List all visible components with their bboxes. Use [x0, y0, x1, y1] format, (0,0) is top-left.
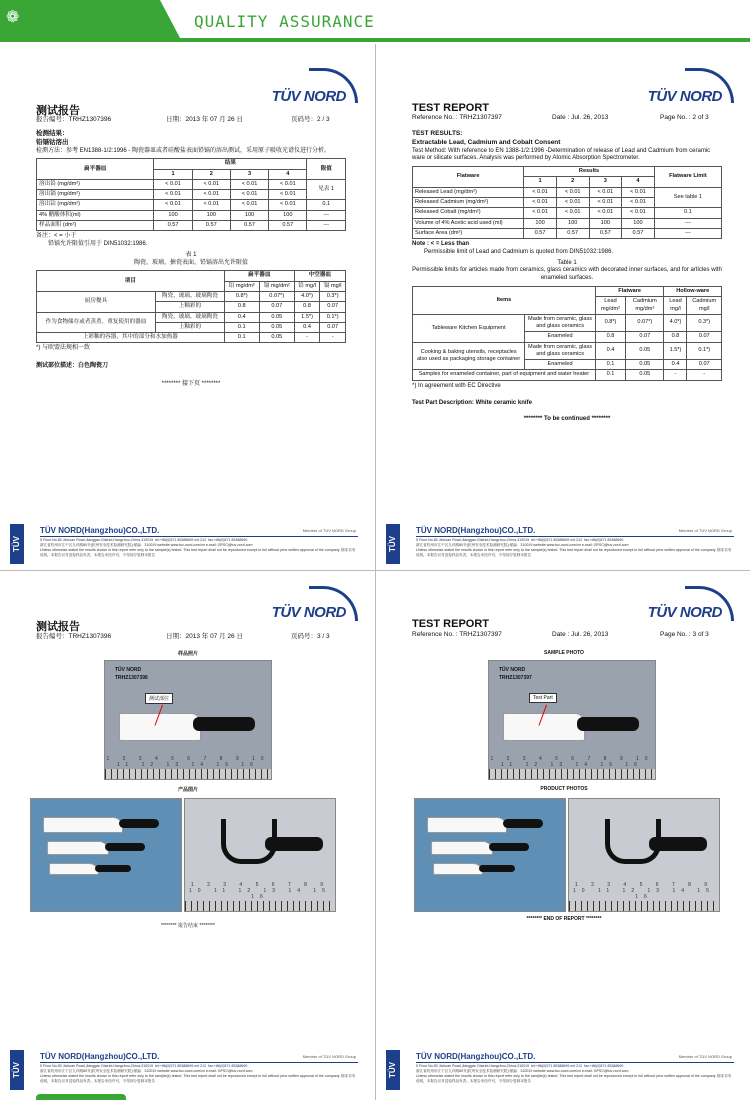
knife-handle: [193, 717, 255, 731]
footer-member: Member of TÜV NORD Group: [302, 528, 356, 533]
note-less-than: 备注：< = 小于: [36, 233, 77, 240]
col-4: 4: [622, 177, 655, 187]
footer-member: Member of TÜV NORD Group: [302, 1054, 356, 1059]
page-number: Page No. : 3 of 3: [660, 631, 709, 638]
limits-table: Items Flatware Hollow-ware Lead mg/dm² Cadmium mg/dm² Lead mg/l Cadmium mg/l Tableware Kitchen Equipment Made from ceramic, glass and glass ceramics 0.8*) 0.07*) 4.0*) 0.3*) Enameled 0.8 0.07 0.8 0.07 Cooking & baking utensils, receptacles also used as packaging storage container Made from ceramic, glass and glass ceramics 0.4 0.05 1.5*) 0.1*) Enameled 0.1 0.05 0.4 0.07 Samples for enameled container, part of equipment and water heater 0.1 0.05 - -: [412, 286, 722, 381]
continued-marker: ******** 接下页 ********: [161, 380, 221, 387]
table-row: Released Lead (mg/dm²) < 0.01 < 0.01 < 0.01 < 0.01 See table 1: [413, 187, 722, 197]
report-footer: [8, 1050, 368, 1096]
page-number: 页码号：3 / 3: [291, 633, 330, 640]
sample-photo-label: 样品照片: [177, 651, 198, 657]
page-title: 测试报告: [36, 105, 80, 117]
col-limit: 限值: [307, 159, 346, 180]
test-part-label: 测试部位: [145, 693, 173, 704]
note-limit-source: Permissible limit of Lead and Cadmium is quoted from DIN51032:1986.: [424, 248, 614, 255]
product-photo-peeler: 1 2 3 4 5 6 7 8 9 10 11 12 13 14 15 16: [568, 798, 720, 912]
product-photos-label: 产品图片: [177, 787, 198, 793]
table-row: Tableware Kitchen Equipment Made from ceramic, glass and glass ceramics 0.8*) 0.07*) 4.0*) 0.3*): [413, 314, 722, 332]
report-footer: [384, 524, 744, 570]
banner-rule: [0, 38, 750, 42]
knife-blade: [503, 713, 585, 741]
banner-title: QUALITY ASSURANCE: [194, 12, 375, 31]
banner-tab: [0, 0, 180, 38]
footer-rule: [416, 1062, 734, 1063]
reference-no: 报告编号：TRHZ1307396: [36, 633, 112, 640]
knife-handle: [577, 717, 639, 731]
col-results: Results: [524, 167, 655, 177]
footer-rule: [416, 536, 734, 537]
product-photo-knives: [414, 798, 566, 912]
results-subhead: Extractable Lead, Cadmium and Cobalt Consent: [412, 138, 561, 146]
col-limit: Flatware Limit: [654, 167, 721, 188]
note-less-than: Note : < = Less than: [412, 241, 470, 248]
footer-details: 5 Floor No.80 Jichuan Road,Jianggan District,Hangzhou,China,310019 tel:+86(0)571 85388699 ext 212 fax:+86(0)571 85388690 浙江省杭州市江干区九环路80号(杭州安全技术检测研究院) 邮编：310019 website www.tuv-nord.com/cn e-mail: GPSC@tuv-nord.com Unless otherwise stated the results shown in this report refer only to the sample(s) tested. This test report shall not be reproduced except in full without prior written approval of the company. 除非另有说明，本报告仅对送检样品负责。本报告未经许可，不得部分复制本报告: [416, 538, 732, 557]
quality-banner: [0, 0, 750, 44]
table1-subtitle: 陶瓷、玻璃、搪瓷表面、铅镉溶出允许限值: [133, 259, 248, 266]
col-4: 4: [269, 169, 307, 179]
results-table: [36, 158, 346, 231]
report-body: [412, 130, 722, 424]
sample-photo: TÜV NORD TRHZ1307396 测试部位 1 2 3 4 5 6 7 8 9 10 11 12 13 14 15 16: [104, 660, 272, 780]
table-row: 溶出铅 (mg/dm²) < 0.01 < 0.01 < 0.01 < 0.01 见表 1: [37, 179, 346, 189]
col-2: 2: [556, 177, 589, 187]
col-results: 结果: [154, 159, 307, 169]
table-row: Cooking & baking utensils, receptacles also used as packaging storage container Made from ceramic, glass and glass ceramics 0.4 0.05 1.5*) 0.1*): [413, 342, 722, 360]
end-of-report: ******** END OF REPORT ********: [526, 916, 602, 922]
tuv-logo: TÜV NORD: [271, 88, 346, 105]
footer-details: 5 Floor No.80 Jichuan Road,Jianggan District,Hangzhou,China,310019 tel:+86(0)571 85388699 ext 212 fax:+86(0)571 85388690 浙江省杭州市江干区九环路80号(杭州安全技术检测研究院) 邮编：310019 website www.tuv-nord.com/cn e-mail: GPSC@tuv-nord.com Unless otherwise stated the results shown in this report refer only to the sample(s) tested. This test report shall not be reproduced except in full without prior written approval of the company. 除非另有说明，本报告仅对送检样品负责。本报告未经许可，不得部分复制本报告: [40, 1064, 356, 1083]
table-row: Released Cadmium (mg/dm²) < 0.01 < 0.01 < 0.01 < 0.01: [413, 197, 722, 207]
col-flatware: 扁平器皿: [37, 159, 154, 180]
footer-rule: [40, 1062, 358, 1063]
flower-icon: ❁: [6, 9, 20, 26]
test-part: Test Part Description: White ceramic knife: [412, 400, 532, 407]
page-title: 测试报告: [36, 621, 80, 633]
knife-blade: [119, 713, 201, 741]
footer-company: TÜV NORD(Hangzhou)CO.,LTD.: [40, 526, 160, 535]
ruler: [185, 901, 335, 911]
report-date: 日期：2013 年 07 月 26 日: [166, 633, 243, 640]
table-row: 上彩釉的容器，其中的部分和水加热器 0.1 0.05 - -: [37, 333, 346, 343]
table-row: 上釉彩的 0.8 0.07 0.8 0.07: [37, 302, 346, 312]
footer-company: TÜV NORD(Hangzhou)CO.,LTD.: [40, 1052, 160, 1061]
table-row: 厨房餐具 陶瓷、玻璃、玻璃陶瓷 0.8*) 0.07*) 4.0*) 0.3*): [37, 291, 346, 301]
product-photo-peeler: 1 2 3 4 5 6 7 8 9 10 11 12 13 14 15 16: [184, 798, 336, 912]
reference-no: Reference No. : TRHZ1307397: [412, 114, 502, 121]
tuv-side-logo: TÜV: [386, 524, 400, 564]
table-row: Released Cobalt (mg/dm²) < 0.01 < 0.01 < 0.01 < 0.01 0.1: [413, 208, 722, 218]
test-method: Test Method: With reference to EN 1388-1/2:1996 -Determination of release of Lead and Cadmium from ceramic ware or silicate surfaces. Analysis was performed by Atomic Absorption Spectrometer.: [412, 147, 711, 162]
report-page-cn-2: [8, 50, 368, 570]
report-date: Date : Jul. 26, 2013: [552, 631, 609, 638]
page-title: TEST REPORT: [412, 618, 490, 630]
table1-subtitle: Permissible limits for articles made from ceramics, glass ceramics with decorated inner surfaces, and for articles with enameled surfaces.: [412, 267, 722, 282]
vertical-divider: [375, 44, 376, 1100]
footer-member: Member of TÜV NORD Group: [678, 1054, 732, 1059]
continued-marker: ******** To be continued ********: [523, 416, 611, 423]
table-row: 上釉彩的 0.1 0.05 0.4 0.07: [37, 322, 346, 332]
col-2: 2: [192, 169, 230, 179]
tuv-logo: TÜV NORD: [647, 604, 722, 621]
tuv-side-logo: TÜV: [10, 1050, 24, 1090]
sample-photo: TÜV NORD TRHZ1307397 Test Part 1 2 3 4 5 6 7 8 9 10 11 12 13 14 15 16: [488, 660, 656, 780]
end-of-report: ******** 报告结束 ********: [161, 923, 215, 929]
report-body: [36, 130, 346, 389]
ruler: [489, 769, 655, 779]
footer-details: 5 Floor No.80 Jichuan Road,Jianggan District,Hangzhou,China,310019 tel:+86(0)571 85388699 ext 212 fax:+86(0)571 85388690 浙江省杭州市江干区九环路80号(杭州安全技术检测研究院) 邮编：310019 website www.tuv-nord.com/cn e-mail: GPSC@tuv-nord.com Unless otherwise stated the results shown in this report refer only to the sample(s) tested. This test report shall not be reproduced except in full without prior written approval of the company. 除非另有说明，本报告仅对送检样品负责。本报告未经许可，不得部分复制本报告: [416, 1064, 732, 1083]
table-row: Surface Area (dm²) 0.57 0.57 0.57 0.57 ---: [413, 228, 722, 238]
report-page-en-2: [384, 50, 744, 570]
bottom-tab: [36, 1094, 126, 1100]
reference-no: Reference No. : TRHZ1307397: [412, 631, 502, 638]
footer-member: Member of TÜV NORD Group: [678, 528, 732, 533]
tuv-side-logo: TÜV: [386, 1050, 400, 1090]
report-date: Date : Jul. 26, 2013: [552, 114, 609, 121]
table1-note: *) 与欧盟法规相一致: [36, 345, 91, 352]
table1-title: 表 1: [185, 251, 197, 258]
test-part: 测试部位描述：白色陶瓷刀: [36, 363, 109, 370]
table-row: Samples for enameled container, part of equipment and water heater 0.1 0.05 - -: [413, 370, 722, 380]
test-part-label: Test Part: [529, 693, 557, 703]
report-page-en-3: [384, 576, 744, 1096]
table-row: 溶出镉 (mg/dm²) < 0.01 < 0.01 < 0.01 < 0.01: [37, 190, 346, 200]
test-method: 检测方法：参考 EN1388-1/2:1996 - 陶瓷器皿或者硅酸盐表面铅镉的溶出测试，采用原子吸收光谱仪进行分析。: [36, 147, 331, 154]
table-row: Enameled 0.8 0.07 0.8 0.07: [413, 332, 722, 342]
tuv-side-logo: TÜV: [10, 524, 24, 564]
table-row: Enameled 0.1 0.05 0.4 0.07: [413, 360, 722, 370]
footer-rule: [40, 536, 358, 537]
sample-photo-label: SAMPLE PHOTO: [544, 650, 584, 656]
horizontal-divider: [0, 570, 750, 571]
results-heading: TEST RESULTS:: [412, 130, 463, 137]
limits-table: 项目 扁平器皿 中空器皿 铅 mg/dm² 镉 mg/dm² 铅 mg/l 镉 mg/l 厨房餐具 陶瓷、玻璃、玻璃陶瓷 0.8*) 0.07*) 4.0*) 0.3*) 上釉彩的 0.8 0.07 0.8 0.07 作为食物储存或者蒸煮、重复使用的器皿 陶瓷、玻璃、玻璃陶瓷 0.4 0.05 1.5*) 0.1*) 上釉彩的 0.1 0.05 0.4 0.07 上彩釉的容器，其中的部分和水加热器 0.1 0.05 - -: [36, 270, 346, 343]
report-page-cn-3: [8, 576, 368, 1096]
table-row: 4% 醋酸体积(ml) 100 100 100 100 ---: [37, 210, 346, 220]
col-flatware: Flatware: [413, 167, 524, 188]
page-number: Page No. : 2 of 3: [660, 114, 709, 121]
table-row: Volume of 4% Acetic acid used (ml) 100 100 100 100 ---: [413, 218, 722, 228]
ruler: [105, 769, 271, 779]
table-row: 作为食物储存或者蒸煮、重复使用的器皿 陶瓷、玻璃、玻璃陶瓷 0.4 0.05 1.5*) 0.1*): [37, 312, 346, 322]
page-number: 页码号：2 / 3: [291, 116, 330, 123]
ruler: [569, 901, 719, 911]
report-footer: [384, 1050, 744, 1096]
table-row: 溶出钴 (mg/dm²) < 0.01 < 0.01 < 0.01 < 0.01 0.1: [37, 200, 346, 210]
col-3: 3: [230, 169, 268, 179]
tuv-logo: TÜV NORD: [271, 604, 346, 621]
reference-no: 报告编号：TRHZ1307396: [36, 116, 112, 123]
tuv-logo: TÜV NORD: [647, 88, 722, 105]
col-3: 3: [589, 177, 622, 187]
footer-company: TÜV NORD(Hangzhou)CO.,LTD.: [416, 526, 536, 535]
report-date: 日期：2013 年 07 月 26 日: [166, 116, 243, 123]
results-table: [412, 166, 722, 239]
note-limit-source: 铅镉允许限值引用于 DIN51032:1986.: [48, 241, 148, 248]
product-photos-label: PRODUCT PHOTOS: [540, 786, 588, 792]
results-subhead: 铅镉钴溶出: [36, 138, 69, 146]
footer-company: TÜV NORD(Hangzhou)CO.,LTD.: [416, 1052, 536, 1061]
col-1: 1: [524, 177, 557, 187]
col-1: 1: [154, 169, 192, 179]
results-heading: 检测结果：: [36, 130, 69, 137]
table-row: 样品面积 (dm²) 0.57 0.57 0.57 0.57 ---: [37, 220, 346, 230]
product-photo-knives: [30, 798, 182, 912]
footer-details: 5 Floor No.80 Jichuan Road,Jianggan District,Hangzhou,China,310019 tel:+86(0)571 85388699 ext 212 fax:+86(0)571 85388690 浙江省杭州市江干区九环路80号(杭州安全技术检测研究院) 邮编：310019 website www.tuv-nord.com/cn e-mail: GPSC@tuv-nord.com Unless otherwise stated the results shown in this report refer only to the sample(s) tested. This test report shall not be reproduced except in full without prior written approval of the company. 除非另有说明，本报告仅对送检样品负责。本报告未经许可，不得部分复制本报告: [40, 538, 356, 557]
page-title: TEST REPORT: [412, 102, 490, 114]
report-footer: [8, 524, 368, 570]
table1-title: Table 1: [557, 259, 577, 266]
table1-note: *) In agreement with EC Directive: [412, 382, 501, 389]
